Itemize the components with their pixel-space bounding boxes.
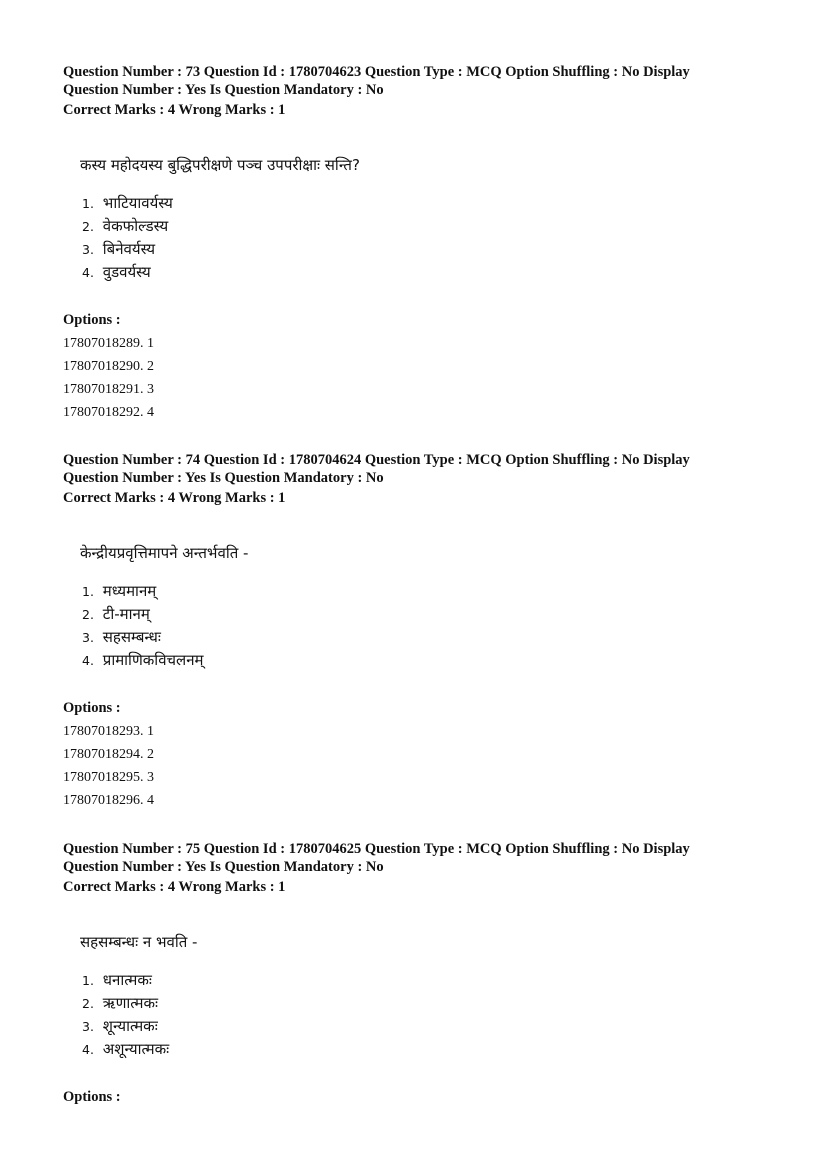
choice-item (82, 626, 763, 649)
choice-number: 2. (82, 606, 94, 622)
choice-number: 4. (82, 652, 94, 668)
option-id: 17807018291. 3 (63, 381, 154, 397)
choice-item (82, 215, 763, 238)
choice-number: 3. (82, 629, 94, 645)
question-meta: Question Number : 74 Question Id : 1780704624 Question Type : MCQ Option Shuffling : No Display (63, 452, 690, 468)
choice-number: 3. (82, 1018, 94, 1034)
options-label: Options : (63, 311, 121, 328)
choice-number: 4. (82, 1041, 94, 1057)
question-text: सहसम्बन्धः न भवति - (80, 932, 198, 951)
choice-item (82, 261, 763, 284)
option-id: 17807018293. 1 (63, 723, 154, 739)
question-block (63, 64, 763, 424)
choice-label: प्रामाणिकविचलनम् (102, 650, 204, 669)
choice-label: टी-मानम् (102, 604, 150, 623)
option-id: 17807018296. 4 (63, 792, 154, 808)
choice-label: बिनेवर्यस्य (102, 239, 156, 258)
option-id-list (63, 332, 763, 424)
option-id: 17807018294. 2 (63, 746, 154, 762)
question-meta-continued: Question Number : Yes Is Question Mandatory : No (63, 469, 384, 486)
option-id: 17807018295. 3 (63, 769, 154, 785)
question-text: कस्य महोदयस्य बुद्धिपरीक्षणे पञ्च उपपरीक्षाः सन्ति? (80, 155, 360, 174)
option-id-list (63, 720, 763, 812)
choice-number: 4. (82, 264, 94, 280)
choice-label: भाटियावर्यस्य (102, 193, 173, 212)
choice-label: धनात्मकः (102, 970, 152, 989)
question-marks: Correct Marks : 4 Wrong Marks : 1 (63, 490, 286, 506)
choice-label: वुडवर्यस्य (102, 262, 151, 281)
choice-item (82, 580, 763, 603)
choice-number: 3. (82, 241, 94, 257)
question-meta: Question Number : 75 Question Id : 1780704625 Question Type : MCQ Option Shuffling : No Display (63, 841, 690, 857)
question-marks: Correct Marks : 4 Wrong Marks : 1 (63, 879, 286, 895)
choice-list (82, 192, 763, 284)
choice-item (82, 603, 763, 626)
option-id: 17807018292. 4 (63, 404, 154, 420)
choice-number: 1. (82, 195, 94, 211)
options-label: Options : (63, 699, 121, 716)
choice-label: अशून्यात्मकः (102, 1039, 170, 1058)
choice-item (82, 192, 763, 215)
choice-number: 2. (82, 995, 94, 1011)
choice-item (82, 649, 763, 672)
choice-item (82, 992, 763, 1015)
choice-number: 1. (82, 583, 94, 599)
choice-list (82, 580, 763, 672)
question-meta-continued: Question Number : Yes Is Question Mandatory : No (63, 81, 384, 98)
choice-label: मध्यमानम् (102, 581, 157, 600)
choice-label: ऋणात्मकः (102, 993, 159, 1012)
question-meta-continued: Question Number : Yes Is Question Mandatory : No (63, 858, 384, 875)
options-label: Options : (63, 1088, 121, 1105)
choice-number: 2. (82, 218, 94, 234)
choice-item (82, 969, 763, 992)
question-block (63, 452, 763, 812)
choice-label: शून्यात्मकः (102, 1016, 158, 1035)
question-meta: Question Number : 73 Question Id : 1780704623 Question Type : MCQ Option Shuffling : No Display (63, 64, 690, 80)
choice-item (82, 238, 763, 261)
choice-item (82, 1038, 763, 1061)
question-text: केन्द्रीयप्रवृत्तिमापने अन्तर्भवति - (80, 543, 249, 562)
choice-number: 1. (82, 972, 94, 988)
choice-list (82, 969, 763, 1061)
choice-item (82, 1015, 763, 1038)
question-marks: Correct Marks : 4 Wrong Marks : 1 (63, 102, 286, 118)
question-block (63, 841, 763, 1106)
choice-label: सहसम्बन्धः (102, 627, 161, 646)
choice-label: वेकफोल्डस्य (102, 216, 169, 235)
option-id: 17807018289. 1 (63, 335, 154, 351)
option-id: 17807018290. 2 (63, 358, 154, 374)
